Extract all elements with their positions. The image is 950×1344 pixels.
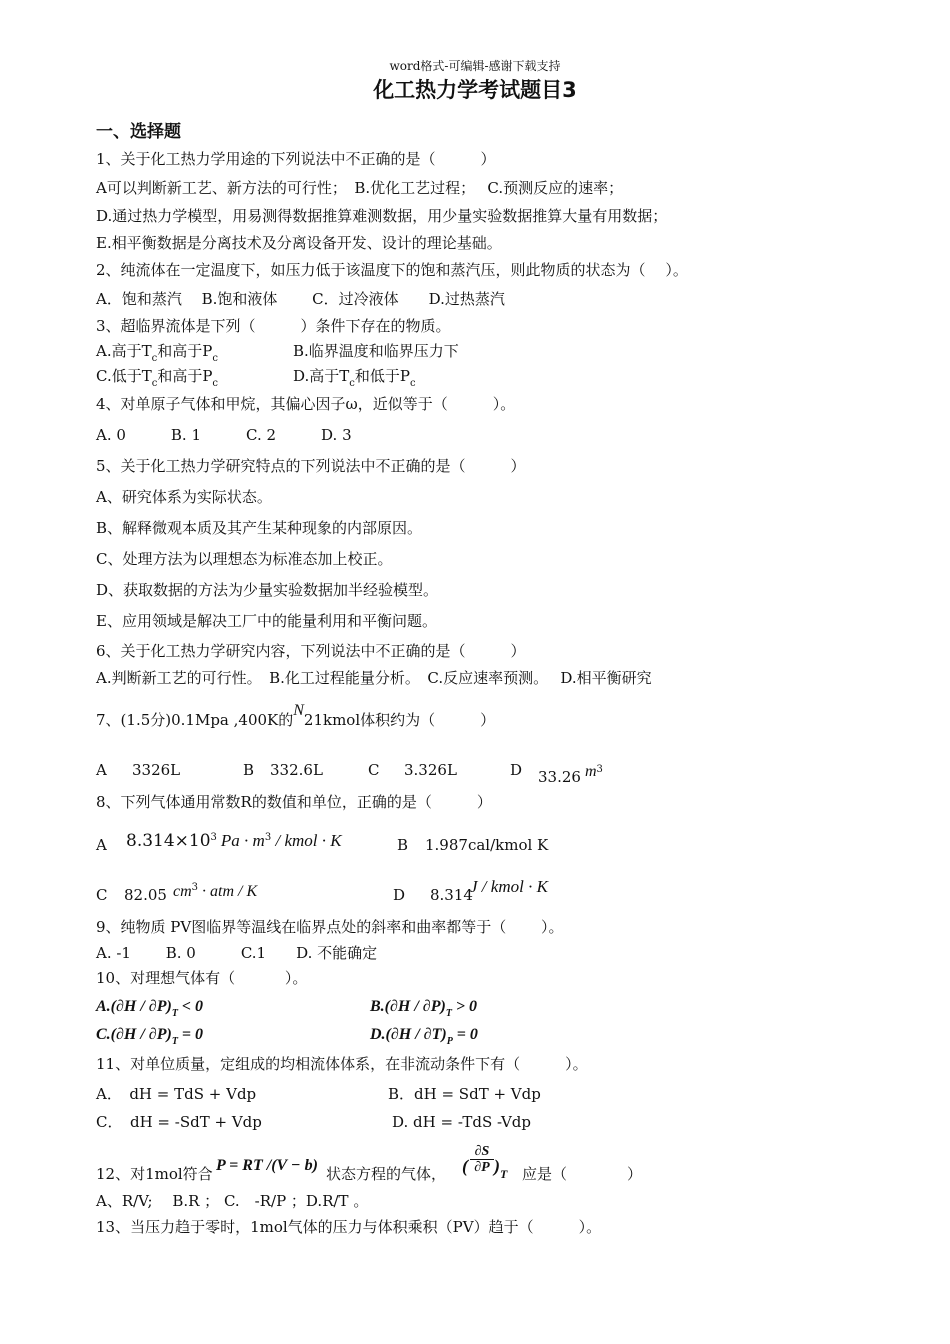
question-11-option-c: C． dH = -SdT + Vdp <box>96 1113 262 1131</box>
question-10-stem: 10、对理想气体有（ ）。 <box>96 969 308 987</box>
question-3-option-d: D.高于$T_c$和低于$P_c$ <box>293 367 416 389</box>
question-8-stem: 8、下列气体通用常数R的数值和单位，正确的是（ ） <box>96 793 492 811</box>
question-5-option-e: E、应用领域是解决工厂中的能量利用和平衡问题。 <box>96 612 437 630</box>
question-7-option-d-value: 33.26 $m^3$ <box>538 763 603 786</box>
question-2-options: A．饱和蒸汽 B.饱和液体 C．过冷液体 D.过热蒸汽 <box>96 290 505 308</box>
question-8-option-d-label: D <box>393 886 406 904</box>
exam-page: word格式-可编辑-感谢下载支持 化工热力学考试题目3 一、选择题 1、关于化工热力学用途的下列说法中不正确的是（ ） A可以判断新工艺、新方法的可行性； B.优化工艺过程； C.预测反应的速率； D.通过热力学模型，用易测得数据推算难测数据，用少量实验数据推算大量有用数据； E.相平衡数据是分离技术及分离设备开发、设计的理论基础。 2、纯流体在一定温度下，如压力低于该温度下的饱和蒸汽压，则此物质的状态为（ ）。 A．饱和蒸汽 B.饱和液体 C．过冷液体 D.过热蒸汽 3、超临界流体是下列（ ）条件下存在的物质。 A.高于$T_c$和高于$P_c$ B.临界温度和临界压力下 C.低于$T_c$和高于$P_c$ D.高于$T_c$和低于$P_c$ 4、对单原子气体和甲烷，其偏心因子ω，近似等于（ ）。 A. 0 B. 1 C. 2 D. 3 5、关于化工热力学研究特点的下列说法中不正确的是（ ） A、研究体系为实际状态。 B、解释微观本质及其产生某种现象的内部原因。 C、处理方法为以理想态为标准态加上校正。 D、获取数据的方法为少量实验数据加半经验模型。 E、应用领域是解决工厂中的能量利用和平衡问题。 6、关于化工热力学研究内容，下列说法中不正确的是（ ） A.判断新工艺的可行性。 B.化工过程能量分析。 C.反应速率预测。 D.相平衡研究 7、(1.5分)0.1Mpa ,400K的N21kmol体积约为（ ） A 3326L B 332.6L C 3.326L D 33.26 $m^3$ 8、下列气体通用常数R的数值和单位，正确的是（ ） A $8.314\times 10^3$ $Pa \cdot m^3$ / kmol · K B 1.987cal/kmol K C 82.05 $cm^3$ · atm / K D 8.314 J / kmol · K 9、纯物质 PV图临界等温线在临界点处的斜率和曲率都等于（ ）。 A. -1 B. 0 C.1 D. 不能确定 10、对理想气体有（ ）。 $A.(\partial H / \partial P)_T < 0$ $B.(\partial H / \partial P)_T > 0$ $C.(\partial H / \partial P)_T = 0$ $D.(\partial H / \partial T)_P = 0$ 11、对单位质量，定组成的均相流体体系，在非流动条件下有（ ）。 A． dH = TdS + Vdp B．dH = SdT + Vdp C． dH = -SdT + Vdp D. dH = -TdS -Vdp 12、对1mol符合 P = RT /(V − b) 状态方程的气体， ( ∂S ∂P ) T 应是（ ） A、R/V; B.R ； C. -R/P ；D.R/T 。 13、当压力趋于零时，1mol气体的压力与体积乘积（PV）趋于（ ）。 <box>0 0 950 1344</box>
question-9-stem: 9、纯物质 PV图临界等温线在临界点处的斜率和曲率都等于（ ）。 <box>96 918 564 936</box>
question-8-option-c-unit: $cm^3$ · atm / K <box>173 882 258 900</box>
question-12-stem-part1: 12、对1mol符合 <box>96 1165 213 1183</box>
question-8-option-b-label: B <box>397 836 409 854</box>
question-6-stem: 6、关于化工热力学研究内容，下列说法中不正确的是（ ） <box>96 642 526 660</box>
question-5-option-a: A、研究体系为实际状态。 <box>96 488 272 506</box>
question-3-stem: 3、超临界流体是下列（ ）条件下存在的物质。 <box>96 317 451 335</box>
question-7-option-b-value: 332.6L <box>270 761 323 779</box>
question-8-option-c-label: C <box>96 886 108 904</box>
question-10-option-c: $C.(\partial H / \partial P)_T = 0$ <box>96 1026 204 1047</box>
question-3-option-c: C.低于$T_c$和高于$P_c$ <box>96 367 219 389</box>
section-heading: 一、选择题 <box>96 122 181 142</box>
question-4-stem: 4、对单原子气体和甲烷，其偏心因子ω，近似等于（ ）。 <box>96 395 516 413</box>
question-8-option-a-label: A <box>96 836 107 854</box>
question-1-options-line3: E.相平衡数据是分离技术及分离设备开发、设计的理论基础。 <box>96 234 502 252</box>
question-7-option-a-label: A <box>96 761 107 779</box>
question-10-option-b: $B.(\partial H / \partial P)_T > 0$ <box>370 998 478 1019</box>
question-2-stem: 2、纯流体在一定温度下，如压力低于该温度下的饱和蒸汽压，则此物质的状态为（ ）。 <box>96 261 688 279</box>
question-5-option-c: C、处理方法为以理想态为标准态加上校正。 <box>96 550 393 568</box>
question-3-option-a: A.高于$T_c$和高于$P_c$ <box>96 342 218 364</box>
question-7-option-b-label: B <box>243 761 255 779</box>
question-12-options: A、R/V; B.R ； C. -R/P ；D.R/T 。 <box>96 1192 369 1210</box>
page-title: 化工热力学考试题目3 <box>373 78 577 102</box>
question-11-stem: 11、对单位质量，定组成的均相流体体系，在非流动条件下有（ ）。 <box>96 1055 588 1073</box>
question-10-option-d: $D.(\partial H / \partial T)_P = 0$ <box>370 1026 478 1047</box>
question-11-option-d: D. dH = -TdS -Vdp <box>392 1113 532 1131</box>
question-7-option-c-value: 3.326L <box>404 761 457 779</box>
question-7-option-d-label: D <box>510 761 523 779</box>
question-7-stem: 7、(1.5分)0.1Mpa ,400K的N21kmol体积约为（ ） <box>96 702 496 729</box>
question-11-option-a: A． dH = TdS + Vdp <box>96 1085 257 1103</box>
question-5-option-b: B、解释微观本质及其产生某种现象的内部原因。 <box>96 519 423 537</box>
question-3-option-b: B.临界温度和临界压力下 <box>293 342 459 360</box>
question-8-option-a-value: $8.314\times 10^3$ $Pa \cdot m^3$ / kmol · K <box>126 831 342 851</box>
question-11-option-b: B．dH = SdT + Vdp <box>388 1085 541 1103</box>
question-4-options: A. 0 B. 1 C. 2 D. 3 <box>96 426 352 444</box>
question-13-stem: 13、当压力趋于零时，1mol气体的压力与体积乘积（PV）趋于（ ）。 <box>96 1218 602 1236</box>
question-5-stem: 5、关于化工热力学研究特点的下列说法中不正确的是（ ） <box>96 457 526 475</box>
question-1-options-line1: A可以判断新工艺、新方法的可行性； B.优化工艺过程； C.预测反应的速率； <box>96 179 624 197</box>
question-8-option-d-value: 8.314 <box>430 886 473 904</box>
question-10-option-a: $A.(\partial H / \partial P)_T < 0$ <box>96 998 204 1019</box>
question-8-option-c-value: 82.05 <box>124 886 167 904</box>
question-12-stem-part2: 状态方程的气体， <box>326 1165 447 1183</box>
question-12-stem-part3: 应是（ ） <box>522 1165 643 1183</box>
question-1-stem: 1、关于化工热力学用途的下列说法中不正确的是（ ） <box>96 150 496 168</box>
page-header: word格式-可编辑-感谢下载支持 <box>389 59 561 73</box>
question-7-option-a-value: 3326L <box>132 761 181 779</box>
question-8-option-d-unit: J / kmol · K <box>470 877 548 896</box>
question-5-option-d: D、获取数据的方法为少量实验数据加半经验模型。 <box>96 581 439 599</box>
question-1-options-line2: D.通过热力学模型，用易测得数据推算难测数据，用少量实验数据推算大量有用数据； <box>96 207 668 225</box>
question-9-options: A. -1 B. 0 C.1 D. 不能确定 <box>96 944 378 962</box>
question-6-options: A.判断新工艺的可行性。 B.化工过程能量分析。 C.反应速率预测。 D.相平衡研究 <box>96 669 652 687</box>
question-8-option-b-value: 1.987cal/kmol K <box>425 836 549 854</box>
question-7-option-c-label: C <box>368 761 380 779</box>
question-12-equation: P = RT /(V − b) <box>216 1157 318 1174</box>
